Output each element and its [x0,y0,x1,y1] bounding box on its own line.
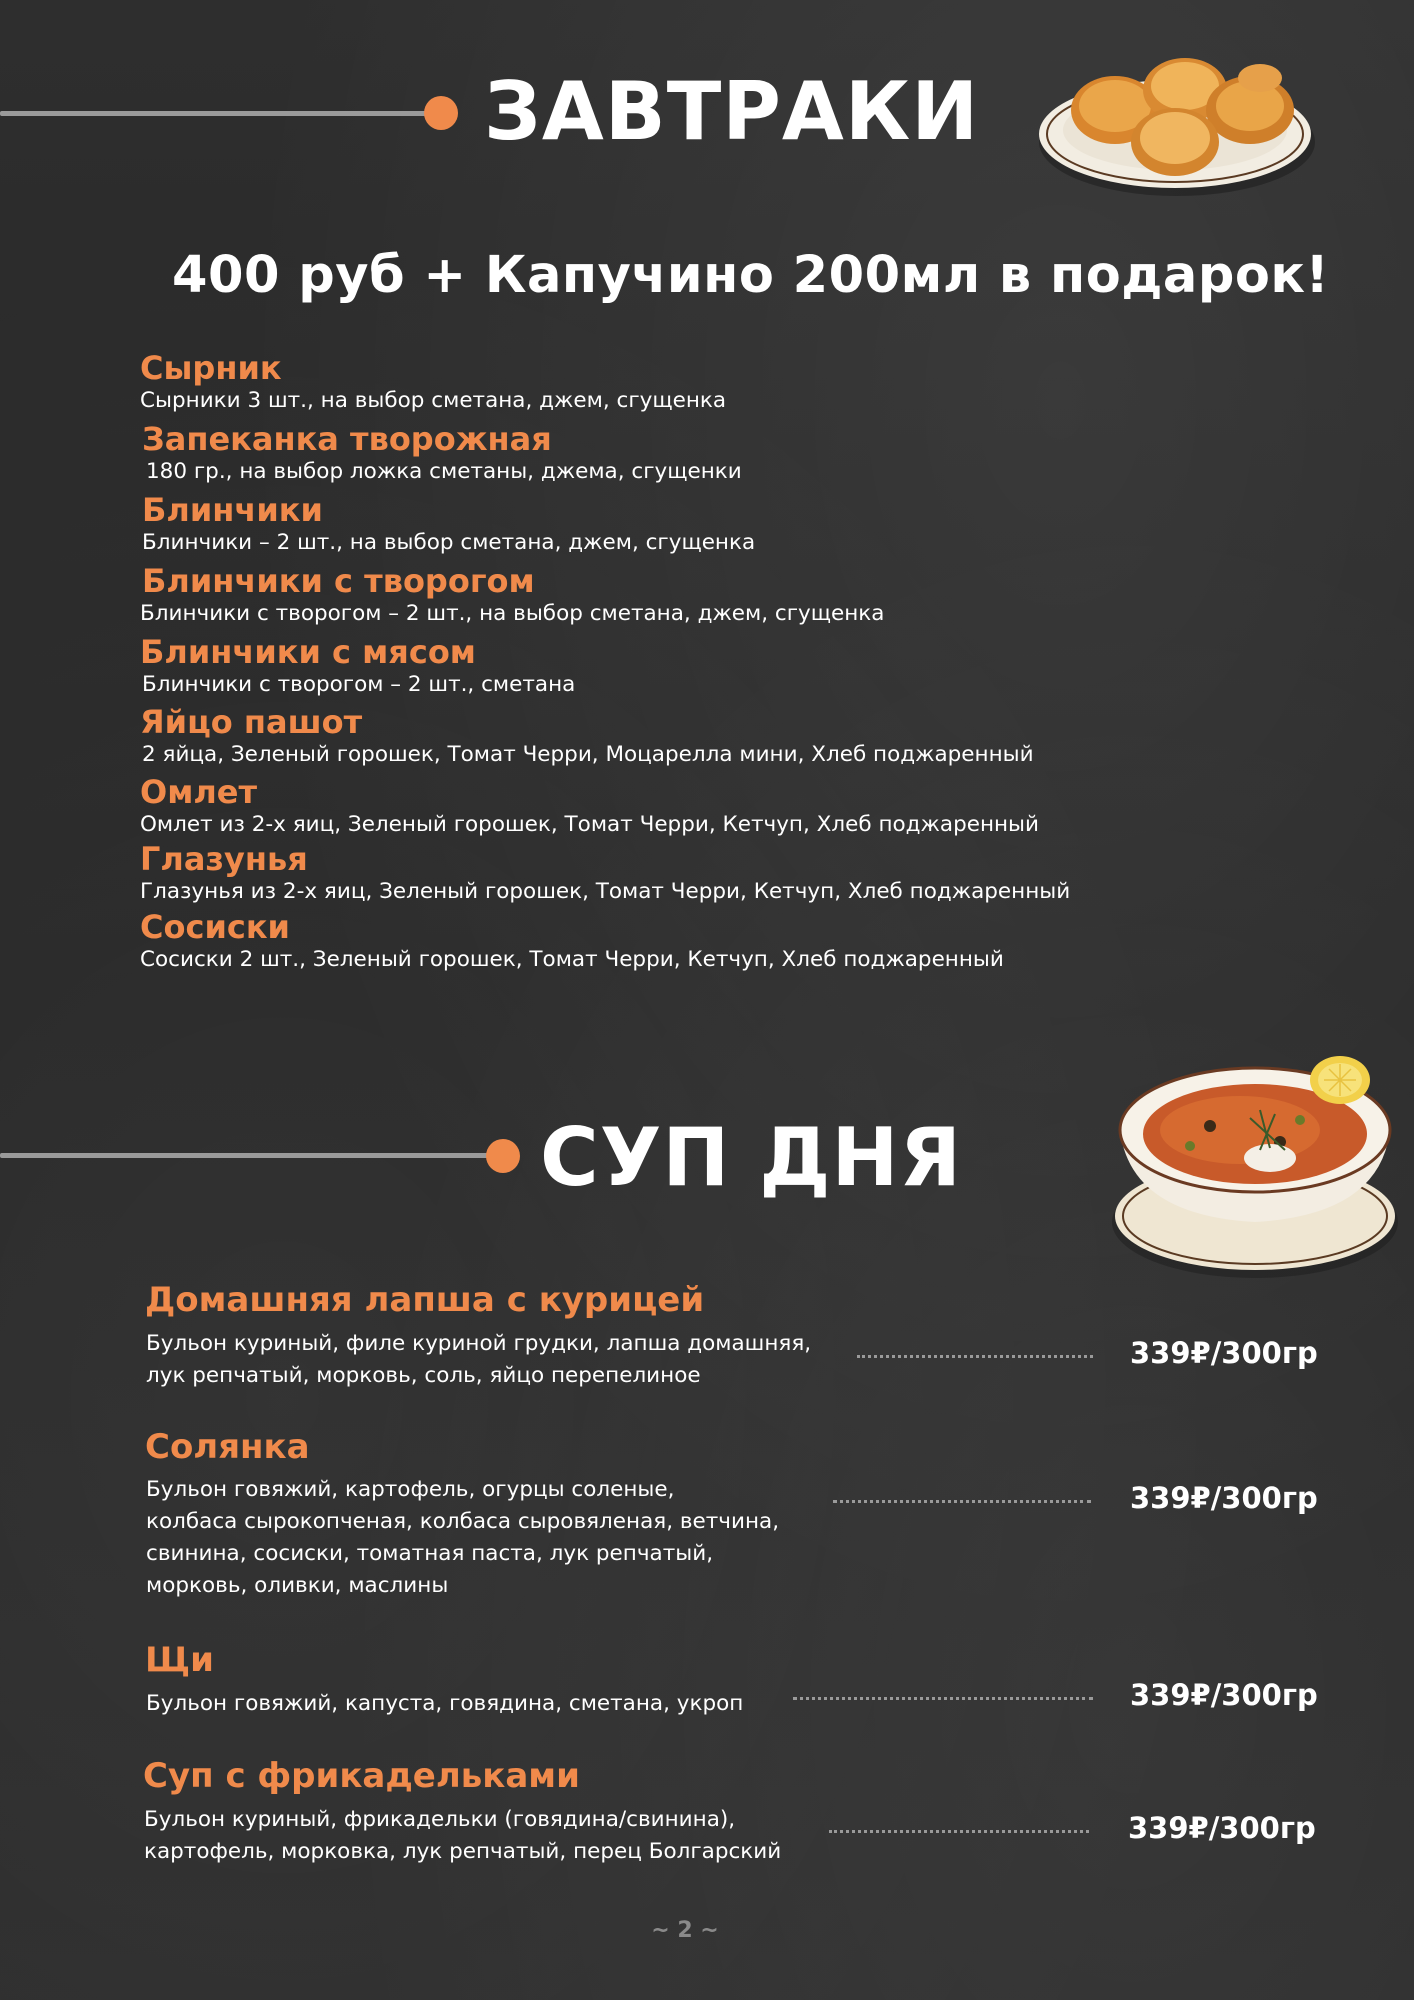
soup-bowl-image [1110,1030,1400,1280]
breakfast-item-name: Сырник [140,349,282,387]
breakfast-item [140,491,1140,557]
breakfast-item-name: Запеканка творожная [142,420,552,458]
syrniki-plate-image [1035,30,1320,200]
breakfast-item [140,633,1140,699]
soup-item-desc-line: Бульон говяжий, капуста, говядина, сметана, укроп [146,1691,744,1716]
breakfast-item-desc: Сырники 3 шт., на выбор сметана, джем, сгущенка [140,388,727,413]
soup-item-desc-line: свинина, сосиски, томатная паста, лук репчатый, [146,1541,714,1566]
soup-item-desc [146,1328,811,1392]
soup-header-line [0,1153,490,1158]
breakfast-promo: 400 руб + Капучино 200мл в подарок! [172,246,1330,305]
breakfast-item-name: Блинчики с мясом [140,633,476,671]
breakfast-item-desc: Омлет из 2-х яиц, Зеленый горошек, Томат Черри, Кетчуп, Хлеб поджаренный [140,812,1040,837]
breakfast-item-desc: Сосиски 2 шт., Зеленый горошек, Томат Черри, Кетчуп, Хлеб поджаренный [140,947,1004,972]
soup-item-price: 339₽/300гр [1128,1811,1316,1845]
breakfast-item-name: Блинчики [142,491,323,529]
price-leader-dots [833,1500,1091,1503]
soup-item-desc-line: морковь, оливки, маслины [146,1573,449,1598]
page-number: ~ 2 ~ [651,1918,719,1943]
soup-item-desc-line: Бульон говяжий, картофель, огурцы соленые, [146,1477,675,1502]
soup-item-desc [146,1688,743,1720]
breakfast-item-name: Глазунья [140,840,308,878]
soup-header-dot [486,1139,520,1173]
breakfast-item-desc: Блинчики с творогом – 2 шт., на выбор сметана, джем, сгущенка [140,601,885,626]
price-leader-dots [793,1697,1093,1700]
soup-item-price: 339₽/300гр [1130,1678,1318,1712]
breakfast-item-name: Сосиски [140,908,290,946]
soup-item-price: 339₽/300гр [1130,1336,1318,1370]
breakfast-item-name: Омлет [140,773,258,811]
soup-item-name: Солянка [145,1427,310,1467]
breakfast-item-desc: Глазунья из 2-х яиц, Зеленый горошек, Томат Черри, Кетчуп, Хлеб поджаренный [140,879,1071,904]
breakfast-item-desc: 2 яйца, Зеленый горошек, Томат Черри, Моцарелла мини, Хлеб поджаренный [142,742,1034,767]
breakfast-item [140,349,1140,415]
price-leader-dots [857,1355,1093,1358]
breakfast-item [140,703,1140,769]
breakfast-item [140,908,1140,974]
breakfast-header-dot [424,96,458,130]
breakfast-item-desc: Блинчики с творогом – 2 шт., сметана [142,672,576,697]
soup-item-desc-line: Бульон куриный, филе куриной грудки, лапша домашняя, [146,1331,812,1356]
breakfast-title: ЗАВТРАКИ [484,65,980,158]
breakfast-item-desc: Блинчики – 2 шт., на выбор сметана, джем, сгущенка [142,530,756,555]
breakfast-item [140,773,1140,839]
soup-item-desc-line: Бульон куриный, фрикадельки (говядина/свинина), [144,1807,736,1832]
soup-title: СУП ДНЯ [540,1111,962,1204]
soup-item-price: 339₽/300гр [1130,1481,1318,1515]
soup-item-name: Домашняя лапша с курицей [145,1280,705,1320]
breakfast-item [140,840,1140,906]
soup-item-desc [146,1474,779,1602]
breakfast-item-desc: 180 гр., на выбор ложка сметаны, джема, сгущенки [146,459,742,484]
breakfast-header-line [0,111,428,116]
soup-item-desc-line: колбаса сырокопченая, колбаса сыровяленая, ветчина, [146,1509,780,1534]
breakfast-item [140,562,1140,628]
soup-item-name: Щи [145,1640,214,1680]
soup-item-name: Суп с фрикадельками [143,1756,580,1796]
soup-item-desc-line: лук репчатый, морковь, соль, яйцо перепелиное [146,1363,701,1388]
breakfast-item [140,420,1140,486]
soup-item-desc [144,1804,781,1868]
breakfast-item-name: Блинчики с творогом [142,562,535,600]
breakfast-item-name: Яйцо пашот [140,703,363,741]
price-leader-dots [829,1830,1089,1833]
soup-item-desc-line: картофель, морковка, лук репчатый, перец Болгарский [144,1839,782,1864]
